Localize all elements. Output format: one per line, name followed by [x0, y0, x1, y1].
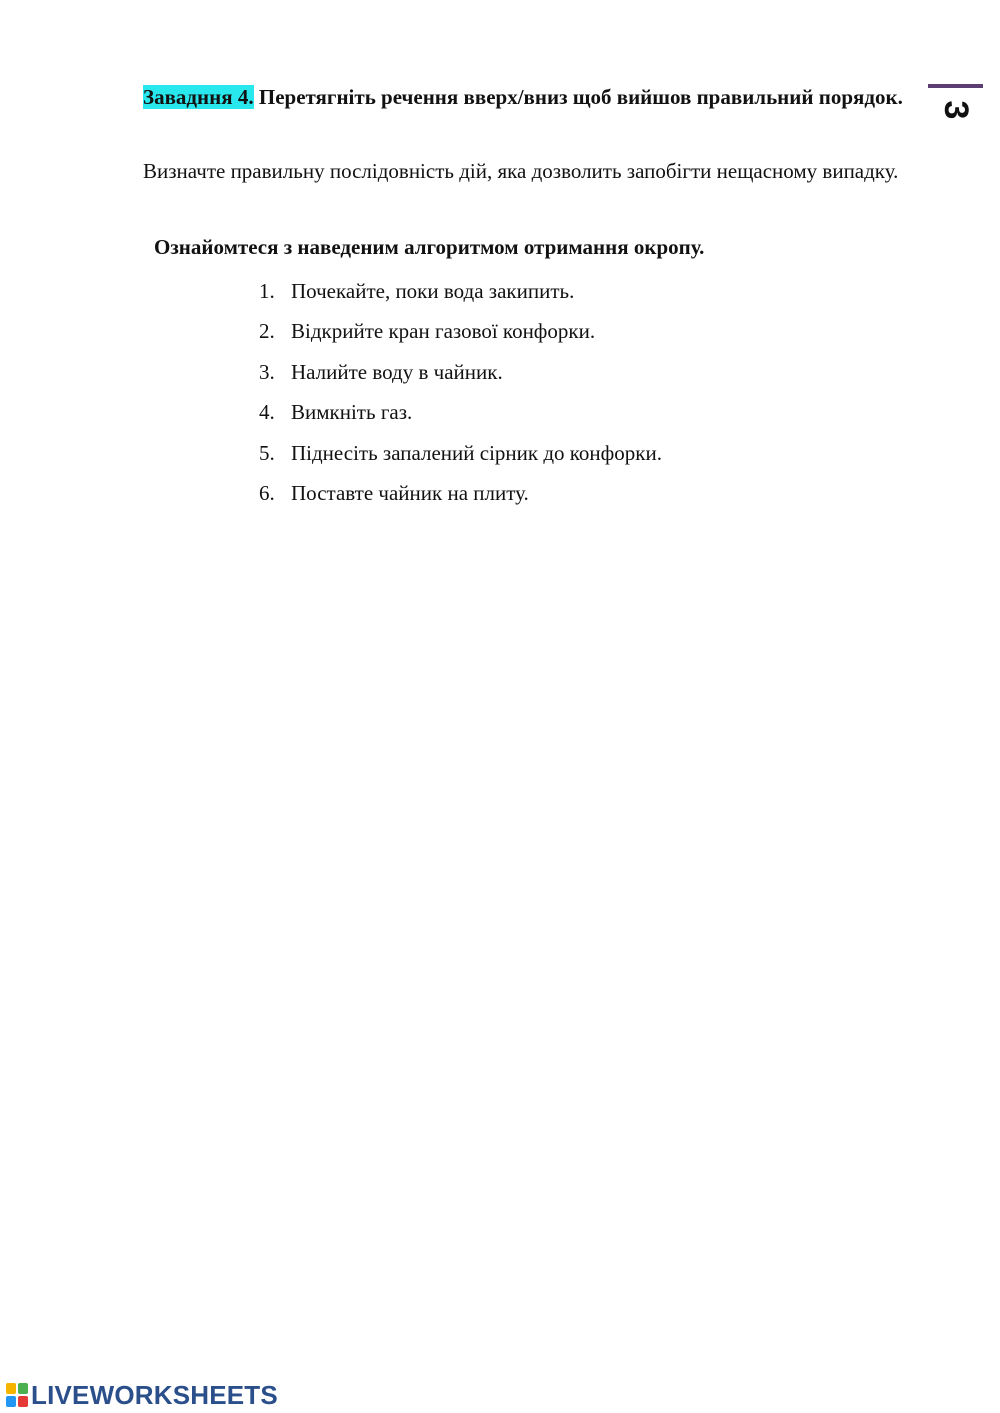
step-text: Піднесіть запалений сірник до конфорки. [291, 440, 662, 465]
step-item[interactable] [259, 397, 899, 437]
step-number: 1. [259, 279, 275, 303]
algorithm-steps-list [259, 276, 899, 518]
page-number-bar [928, 84, 983, 88]
step-item[interactable] [259, 478, 899, 518]
instruction-text: Визначте правильну послідовність дій, яка дозволить запобігти нещасному випадку. [143, 159, 899, 183]
step-number: 3. [259, 359, 275, 384]
algorithm-subheading: Ознайомтеся з наведеним алгоритмом отримання окропу. [154, 235, 705, 259]
step-text: Почекайте, поки вода закипить. [291, 279, 575, 303]
step-item[interactable] [259, 438, 899, 478]
liveworksheets-logo-icon [6, 1383, 28, 1407]
liveworksheets-logo [6, 1380, 278, 1410]
task-heading [143, 82, 913, 112]
step-text: Вимкніть газ. [291, 400, 413, 425]
step-number: 4. [259, 400, 275, 425]
step-number: 2. [259, 319, 275, 344]
step-item[interactable] [259, 276, 899, 316]
task-title: Перетягніть речення вверх/вниз щоб вийшов правильний порядок. [253, 85, 903, 109]
step-number: 6. [259, 480, 275, 505]
step-text: Налийте воду в чайник. [291, 359, 503, 384]
task-label: Завадння 4. [143, 85, 254, 109]
brand-name: LIVEWORKSHEETS [31, 1379, 278, 1410]
page-number: 3 [937, 100, 975, 120]
step-item[interactable] [259, 357, 899, 397]
step-text: Відкрийте кран газової конфорки. [291, 319, 596, 344]
step-text: Поставте чайник на плиту. [291, 480, 529, 505]
step-number: 5. [259, 440, 275, 465]
step-item[interactable] [259, 316, 899, 356]
